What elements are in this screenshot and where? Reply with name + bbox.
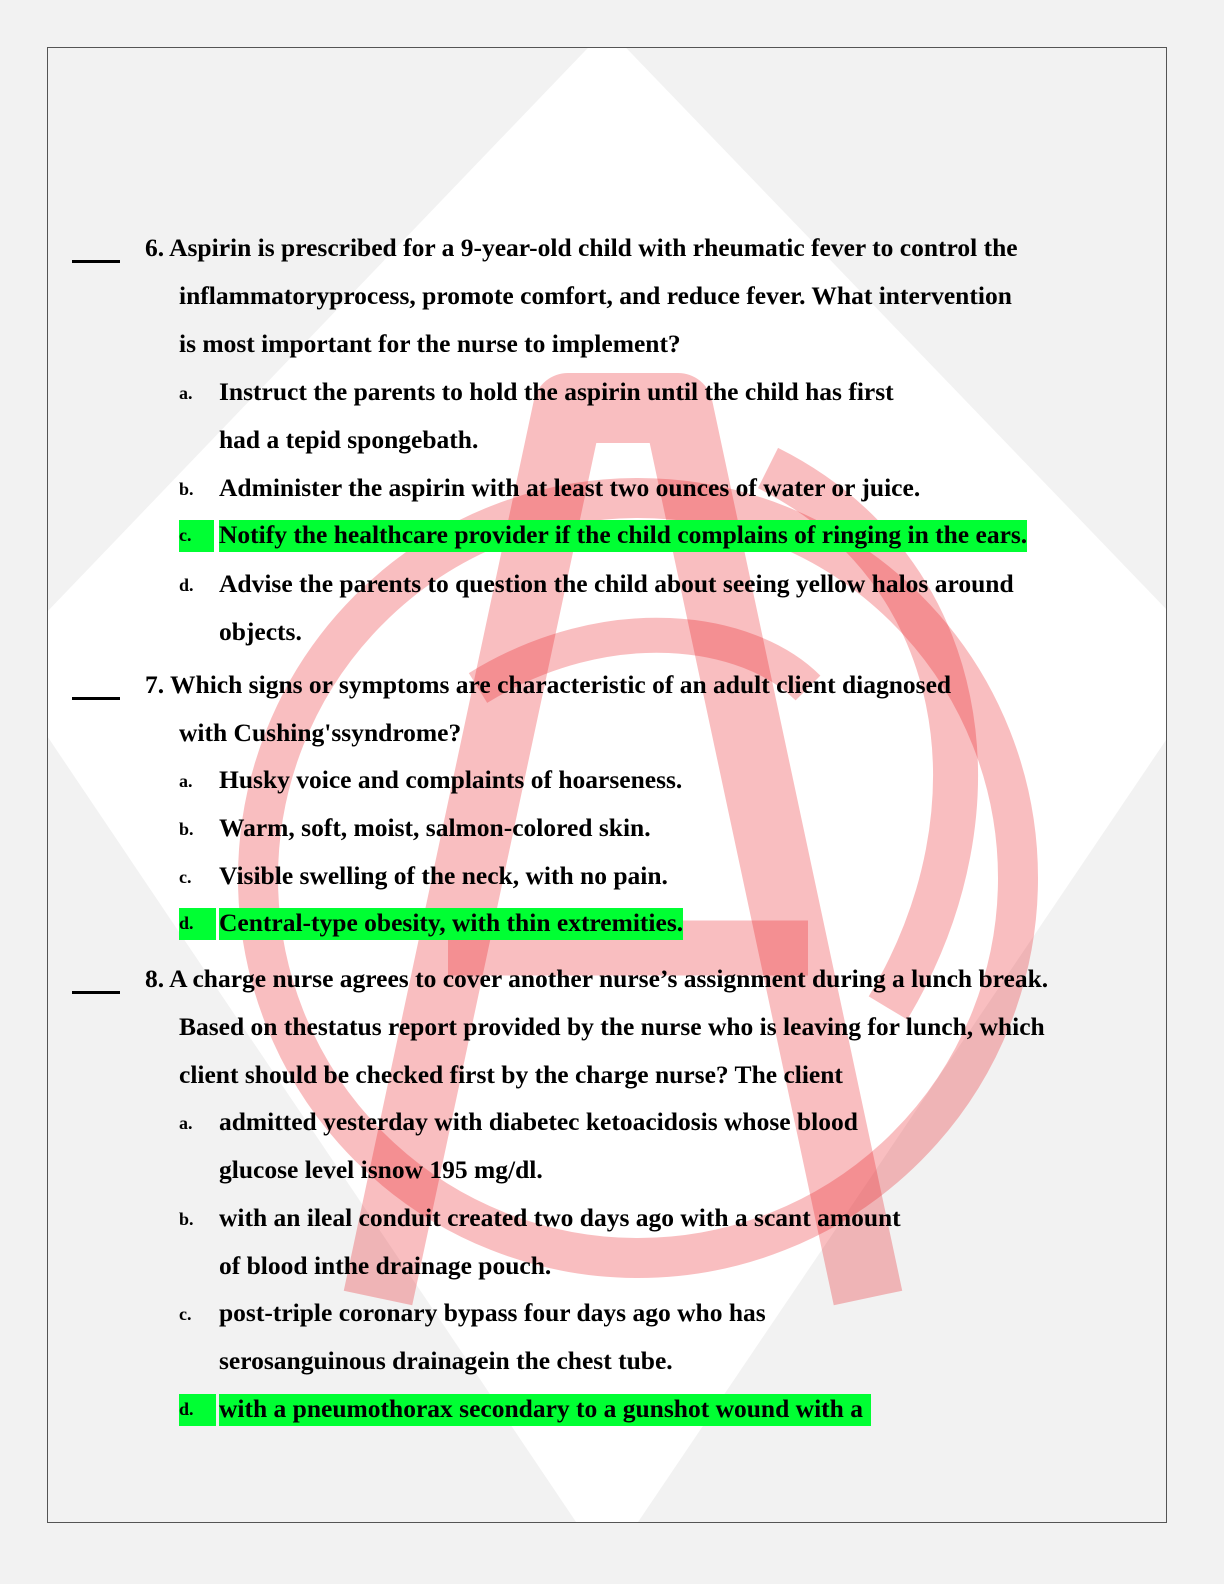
q6-option-d-line-2: objects. (219, 617, 302, 646)
q6-option-d-line-1: Advise the parents to question the child about seeing yellow halos around (219, 569, 1014, 598)
q7-option-a-line-1: Husky voice and complaints of hoarseness. (219, 765, 683, 794)
question-content (48, 48, 1166, 1522)
q8-option-b-letter: b. (179, 1209, 194, 1229)
q6-option-b-letter: b. (179, 479, 194, 499)
answer-blank-q7[interactable] (72, 697, 120, 700)
q8-option-a-line-2: glucose level isnow 195 mg/dl. (219, 1155, 543, 1184)
q8-option-d-letter: d. (179, 1394, 216, 1426)
answer-blank-q6[interactable] (72, 260, 120, 263)
q7-option-d-line-1: Central-type obesity, with thin extremities. (219, 908, 683, 940)
q6-option-a-line-1: Instruct the parents to hold the aspirin until the child has first (219, 377, 894, 406)
q7-option-a-letter: a. (179, 771, 193, 791)
q6-option-a-letter: a. (179, 383, 193, 403)
q7-option-b-letter: b. (179, 819, 194, 839)
q6-option-d-letter: d. (179, 575, 194, 595)
q8-option-b-line-2: of blood inthe drainage pouch. (219, 1251, 552, 1280)
question-6-stem-line-3: is most important for the nurse to implement? (179, 329, 681, 358)
question-8-stem-line-2: Based on thestatus report provided by the nurse who is leaving for lunch, which (179, 1012, 1045, 1041)
q7-option-c-letter: c. (179, 867, 192, 887)
question-8-stem-line-3: client should be checked first by the charge nurse? The client (179, 1060, 843, 1089)
question-7-stem-line-2: with Cushing'ssyndrome? (179, 718, 462, 747)
q6-option-b-line-1: Administer the aspirin with at least two ounces of water or juice. (219, 473, 921, 502)
q8-option-c-line-1: post-triple coronary bypass four days ago who has (219, 1298, 766, 1327)
q8-option-c-letter: c. (179, 1304, 192, 1324)
q8-option-c-line-2: serosanguinous drainagein the chest tube. (219, 1346, 673, 1375)
q8-option-b-line-1: with an ileal conduit created two days ago with a scant amount (219, 1203, 901, 1232)
q8-option-a-letter: a. (179, 1113, 193, 1133)
document-page (47, 47, 1167, 1523)
question-8-stem-line-1: 8. A charge nurse agrees to cover another nurse’s assignment during a lunch break. (145, 964, 1049, 993)
q6-option-a-line-2: had a tepid spongebath. (219, 425, 479, 454)
q7-option-d-letter: d. (179, 908, 216, 940)
question-6-stem-line-2: inflammatoryprocess, promote comfort, and reduce fever. What intervention (179, 281, 1012, 310)
q8-option-a-line-1: admitted yesterday with diabetec ketoacidosis whose blood (219, 1107, 858, 1136)
q6-option-c-letter: c. (179, 520, 214, 552)
q6-option-c-line-1: Notify the healthcare provider if the child complains of ringing in the ears. (219, 520, 1027, 552)
q8-option-d-line-1: with a pneumothorax secondary to a gunshot wound with a (219, 1394, 871, 1426)
question-6-stem-line-1: 6. Aspirin is prescribed for a 9-year-old child with rheumatic fever to control the (145, 233, 1018, 262)
question-7-stem-line-1: 7. Which signs or symptoms are characteristic of an adult client diagnosed (145, 670, 952, 699)
answer-blank-q8[interactable] (72, 991, 120, 994)
q7-option-b-line-1: Warm, soft, moist, salmon-colored skin. (219, 813, 651, 842)
q7-option-c-line-1: Visible swelling of the neck, with no pain. (219, 861, 668, 890)
